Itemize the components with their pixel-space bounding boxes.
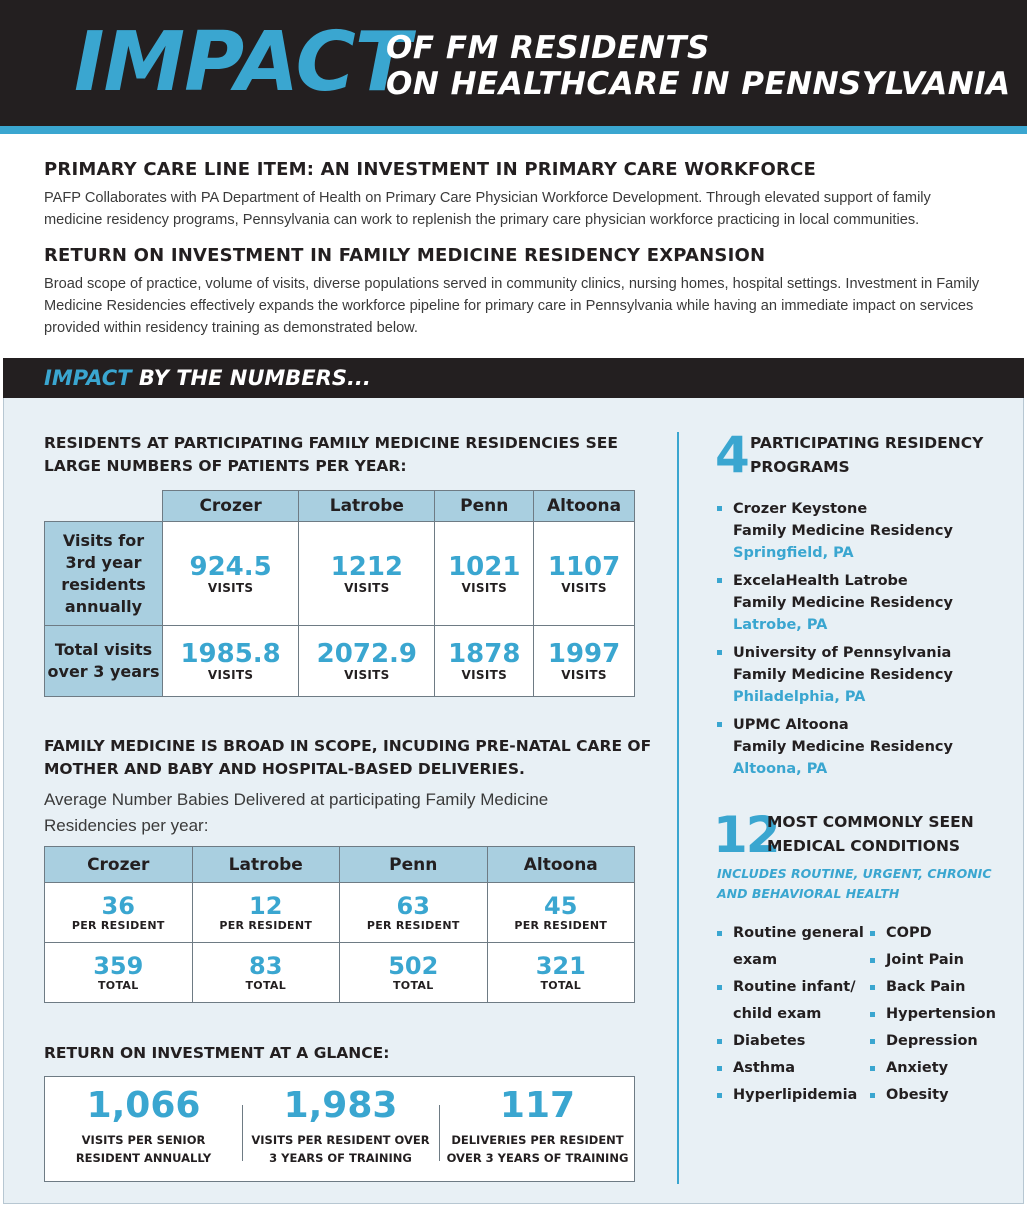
visits-cell [163, 626, 299, 697]
intro-paragraph-1: PAFP Collaborates with PA Department of Health on Primary Care Physician Workforce Development. Through elevated support of family medicine residency programs, Pennsylvania can work to replenish the primary care physician workforce practicing in local communities. [44, 190, 931, 228]
babies-unit: PER RESIDENT [219, 919, 313, 932]
conditions-count: 12 [713, 806, 779, 864]
visits-col-altoona: Altoona [534, 491, 635, 522]
visits-heading-line1: RESIDENTS AT PARTICIPATING FAMILY MEDICINE RESIDENCIES SEE [44, 434, 618, 452]
programs-heading-line2: PROGRAMS [750, 458, 850, 476]
conditions-list-col2 [870, 920, 996, 1109]
visits-unit: VISITS [207, 668, 254, 682]
avg-babies-text: Average Number Babies Delivered at participating Family Medicine Residencies per year: [44, 790, 549, 835]
visits-cell [163, 522, 299, 626]
list-item: Hypertension [870, 1001, 996, 1028]
numbers-title-rest: BY THE NUMBERS... [131, 366, 371, 390]
table-row [45, 626, 635, 697]
column-divider [677, 432, 679, 1184]
visits-table-header [45, 491, 635, 522]
babies-col-altoona: Altoona [487, 847, 635, 883]
babies-per-resident-value: 63 [396, 892, 430, 920]
header-subtitle-line2: ON HEALTHCARE IN PENNSYLVANIA [386, 66, 1011, 102]
programs-heading [750, 431, 983, 479]
roi-label-line1: VISITS PER SENIOR [81, 1133, 206, 1147]
babies-unit: PER RESIDENT [366, 919, 460, 932]
list-item [717, 714, 1007, 780]
program-name: University of Pennsylvania [733, 645, 952, 661]
list-item: Routine general [717, 920, 864, 947]
list-item [717, 642, 1007, 708]
roi-value: 1,983 [283, 1085, 398, 1126]
conditions-subheading [717, 864, 1007, 904]
roi-label-line2: RESIDENT ANNUALLY [75, 1151, 212, 1165]
visits-row-label-annual: Visits for 3rd year residents annually [45, 522, 163, 626]
visits-col-penn: Penn [435, 491, 534, 522]
conditions-sub-line1: INCLUDES ROUTINE, URGENT, CHRONIC [717, 866, 992, 881]
roi-label-line2: OVER 3 YEARS OF TRAINING [446, 1151, 629, 1165]
programs-count: 4 [715, 426, 750, 484]
visits-cell [534, 522, 635, 626]
visits-col-latrobe: Latrobe [299, 491, 435, 522]
roi-value: 117 [499, 1085, 576, 1126]
intro-heading-1: PRIMARY CARE LINE ITEM: AN INVESTMENT IN PRIMARY CARE WORKFORCE [44, 159, 816, 180]
babies-table [44, 846, 635, 1003]
roi-label [439, 1131, 636, 1167]
babies-cell [192, 883, 340, 943]
table-row [45, 943, 635, 1003]
roi-heading: RETURN ON INVESTMENT AT A GLANCE: [44, 1044, 390, 1062]
condition-continuation: child exam [733, 1006, 822, 1022]
program-name: ExcelaHealth Latrobe [733, 573, 908, 589]
visits-table-corner [45, 491, 163, 522]
babies-total-value: 502 [388, 952, 439, 980]
roi-item-deliveries [439, 1077, 636, 1183]
babies-per-resident-value: 12 [249, 892, 283, 920]
visits-value: 1997 [547, 639, 621, 669]
babies-cell [340, 883, 488, 943]
program-location: Altoona, PA [733, 761, 828, 777]
conditions-heading-line2: MEDICAL CONDITIONS [767, 837, 961, 855]
babies-col-penn: Penn [340, 847, 488, 883]
roi-label [45, 1131, 242, 1167]
roi-label-line2: 3 YEARS OF TRAINING [269, 1151, 412, 1165]
visits-value: 1021 [448, 551, 521, 582]
roi-item-visits-3yr [242, 1077, 439, 1183]
visits-unit: VISITS [461, 580, 508, 595]
condition-continuation: exam [733, 952, 778, 968]
list-item-continued [717, 1001, 864, 1028]
babies-col-latrobe: Latrobe [192, 847, 340, 883]
conditions-heading [767, 810, 974, 858]
visits-cell [299, 626, 435, 697]
visits-unit: VISITS [344, 580, 390, 595]
babies-col-crozer: Crozer [45, 847, 193, 883]
list-item: Routine infant/ [717, 974, 864, 1001]
roi-label-line1: DELIVERIES PER RESIDENT [451, 1133, 624, 1147]
visits-heading-line2: LARGE NUMBERS OF PATIENTS PER YEAR: [44, 457, 407, 475]
roi-value: 1,066 [86, 1085, 201, 1126]
visits-unit: VISITS [461, 668, 508, 682]
list-item-continued [717, 947, 864, 974]
program-type: Family Medicine Residency [733, 667, 953, 683]
visits-col-crozer: Crozer [163, 491, 299, 522]
roi-label [242, 1131, 439, 1167]
babies-table-header [45, 847, 635, 883]
visits-table [44, 490, 635, 697]
babies-per-resident-value: 36 [101, 892, 135, 920]
babies-cell [340, 943, 488, 1003]
header-subtitle-line1: OF FM RESIDENTS [386, 30, 710, 66]
list-item: Anxiety [870, 1055, 996, 1082]
header-impact-word: IMPACT [74, 15, 410, 110]
list-item: Diabetes [717, 1028, 864, 1055]
scope-heading-line2: MOTHER AND BABY AND HOSPITAL-BASED DELIVERIES. [44, 760, 525, 778]
list-item [717, 570, 1007, 636]
babies-total-value: 321 [535, 952, 586, 980]
babies-total-value: 83 [249, 952, 283, 980]
program-type: Family Medicine Residency [733, 595, 953, 611]
program-location: Springfield, PA [733, 545, 854, 561]
roi-box [44, 1076, 635, 1182]
list-item [717, 498, 1007, 564]
visits-cell [299, 522, 435, 626]
babies-unit: PER RESIDENT [71, 919, 165, 932]
babies-cell [45, 883, 193, 943]
roi-label-line1: VISITS PER RESIDENT OVER [251, 1133, 430, 1147]
list-item: Asthma [717, 1055, 864, 1082]
babies-per-resident-value: 45 [544, 892, 578, 920]
visits-value: 924.5 [189, 551, 272, 582]
bullet-icon [717, 722, 722, 727]
visits-value: 2072.9 [316, 639, 418, 669]
babies-unit: TOTAL [392, 979, 434, 992]
scope-heading-line1: FAMILY MEDICINE IS BROAD IN SCOPE, INCUDING PRE-NATAL CARE OF [44, 737, 652, 755]
conditions-list-col1 [717, 920, 864, 1109]
babies-cell [45, 943, 193, 1003]
visits-row-label-total: Total visits over 3 years [45, 626, 163, 697]
list-item: Joint Pain [870, 947, 996, 974]
programs-heading-line1: PARTICIPATING RESIDENCY [750, 434, 984, 452]
bullet-icon [717, 506, 722, 511]
roi-item-visits-senior [45, 1077, 242, 1183]
conditions-sub-line2: AND BEHAVIORAL HEALTH [717, 886, 900, 901]
visits-unit: VISITS [344, 668, 390, 682]
program-type: Family Medicine Residency [733, 523, 953, 539]
program-location: Latrobe, PA [733, 617, 828, 633]
list-item: Depression [870, 1028, 996, 1055]
visits-heading [44, 432, 618, 478]
visits-unit: VISITS [561, 668, 607, 682]
babies-unit: PER RESIDENT [514, 919, 608, 932]
numbers-panel-title [44, 366, 371, 390]
list-item: Hyperlipidemia [717, 1082, 864, 1109]
numbers-title-accent: IMPACT [44, 366, 132, 390]
visits-value: 1985.8 [180, 639, 281, 669]
babies-unit: TOTAL [97, 979, 139, 992]
visits-cell [435, 626, 534, 697]
babies-cell [192, 943, 340, 1003]
visits-unit: VISITS [561, 580, 607, 595]
babies-unit: TOTAL [245, 979, 287, 992]
visits-cell [534, 626, 635, 697]
babies-cell [487, 883, 635, 943]
list-item: COPD [870, 920, 996, 947]
scope-heading [44, 735, 651, 781]
intro-heading-2: RETURN ON INVESTMENT IN FAMILY MEDICINE RESIDENCY EXPANSION [44, 245, 766, 266]
visits-value: 1212 [330, 551, 404, 582]
babies-total-value: 359 [93, 952, 144, 980]
bullet-icon [717, 578, 722, 583]
program-name: UPMC Altoona [733, 717, 849, 733]
conditions-heading-line1: MOST COMMONLY SEEN [767, 813, 974, 831]
program-location: Philadelphia, PA [733, 689, 866, 705]
bullet-icon [717, 650, 722, 655]
visits-value: 1878 [448, 639, 521, 669]
table-row [45, 883, 635, 943]
header-accent-bar [0, 126, 1027, 134]
babies-cell [487, 943, 635, 1003]
table-row [45, 522, 635, 626]
visits-unit: VISITS [207, 580, 254, 595]
list-item: Obesity [870, 1082, 996, 1109]
visits-value: 1107 [547, 551, 621, 582]
program-type: Family Medicine Residency [733, 739, 953, 755]
intro-paragraph-2: Broad scope of practice, volume of visits, diverse populations served in community clinics, nursing homes, hospital settings. Investment in Family Medicine Residencies effectively expands the workforce pipeline for primary care in Pennsylvania while having an immediate impact on services provided within residency training as demonstrated below. [44, 276, 980, 336]
list-item: Back Pain [870, 974, 996, 1001]
visits-cell [435, 522, 534, 626]
babies-unit: TOTAL [540, 979, 582, 992]
header-subtitle [386, 30, 1011, 102]
program-name: Crozer Keystone [733, 501, 868, 517]
